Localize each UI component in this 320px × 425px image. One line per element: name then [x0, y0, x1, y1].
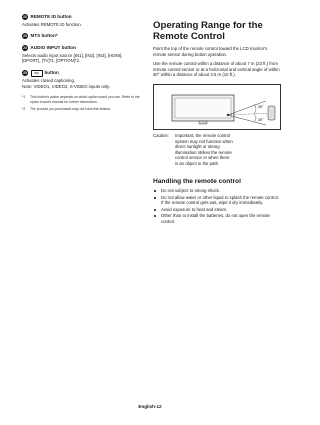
item-description: Selects audio input source [IN1], [IN2], [IN3], [HDMI], [DPORT], [TV]*1, [OPTION]*2. [22, 52, 123, 64]
page-footer: English-12 [138, 404, 162, 409]
number-badge-icon: 24 [23, 46, 27, 51]
paragraph: Use the remote control within a distance of about 7 m (23 ft.) from remote control sensor or at a horizontal and vertical angle of within 30° within a distance of about 3.5 m (10 ft.). [153, 61, 280, 78]
list-item: Do not subject to strong shock. [153, 188, 281, 194]
item-label: AUDIO INPUT button [30, 45, 76, 51]
footnote-text: This button's action depends on which option board you use. Refer to the option board's manual for further information. [30, 95, 140, 104]
item-description: Activates closed captioning. Note: VIDEO1, VIDEO2, S-VIDEO inputs only. [22, 78, 111, 89]
angle-label: 30° [258, 117, 264, 122]
item-audio-input [22, 45, 142, 64]
footnote-mark: *2 [22, 107, 26, 112]
left-column [22, 14, 142, 115]
footnote-text: The product you purchased may not have this feature. [30, 107, 112, 112]
number-badge-icon: 25 [23, 71, 27, 76]
number-badge-icon: 23 [23, 34, 27, 39]
footnote [22, 107, 142, 111]
section-title: Operating Range for the Remote Control [153, 20, 263, 42]
monitor-remote-diagram-icon [154, 85, 281, 130]
item-heading [22, 14, 142, 20]
right-column [153, 14, 281, 226]
angle-label: 30° [258, 104, 264, 109]
item-label: button [44, 70, 59, 76]
item-heading [22, 70, 142, 77]
item-label: REMOTE ID button [30, 14, 72, 19]
footnotes [22, 95, 142, 111]
handling-list [153, 188, 281, 225]
footnote-mark: *1 [22, 95, 26, 100]
item-label: MTS button* [30, 33, 58, 39]
list-item: Avoid exposure to heat and steam. [153, 207, 281, 213]
list-item: Other than to install the batteries, do not open the remote control. [153, 213, 281, 224]
caution-block [153, 133, 281, 173]
closed-caption-icon: CC [31, 70, 43, 77]
item-heading [22, 33, 142, 39]
caution-text: Important, the remote control system may not function when direct sunlight or strong illumination strikes the remote control sensor or when there is an object in the path. [175, 132, 233, 166]
footnote [22, 95, 142, 104]
item-description: Activates REMOTE ID function. [22, 21, 82, 27]
item-closed-caption [22, 70, 142, 90]
caution-label: Caution: [153, 132, 170, 138]
item-heading [22, 45, 142, 51]
item-remote-id [22, 14, 142, 27]
operating-range-illustration [153, 84, 281, 130]
number-badge-icon: 22 [23, 15, 27, 19]
item-mts [22, 33, 142, 39]
list-item: Do not allow water or other liquid to splash the remote control. If the remote control gets wet, wipe it dry immediately. [153, 195, 281, 206]
paragraph: Point the top of the remote control toward the LCD monitor's remote sensor during button operation. [153, 46, 268, 57]
subsection-title: Handling the remote control [153, 177, 241, 185]
